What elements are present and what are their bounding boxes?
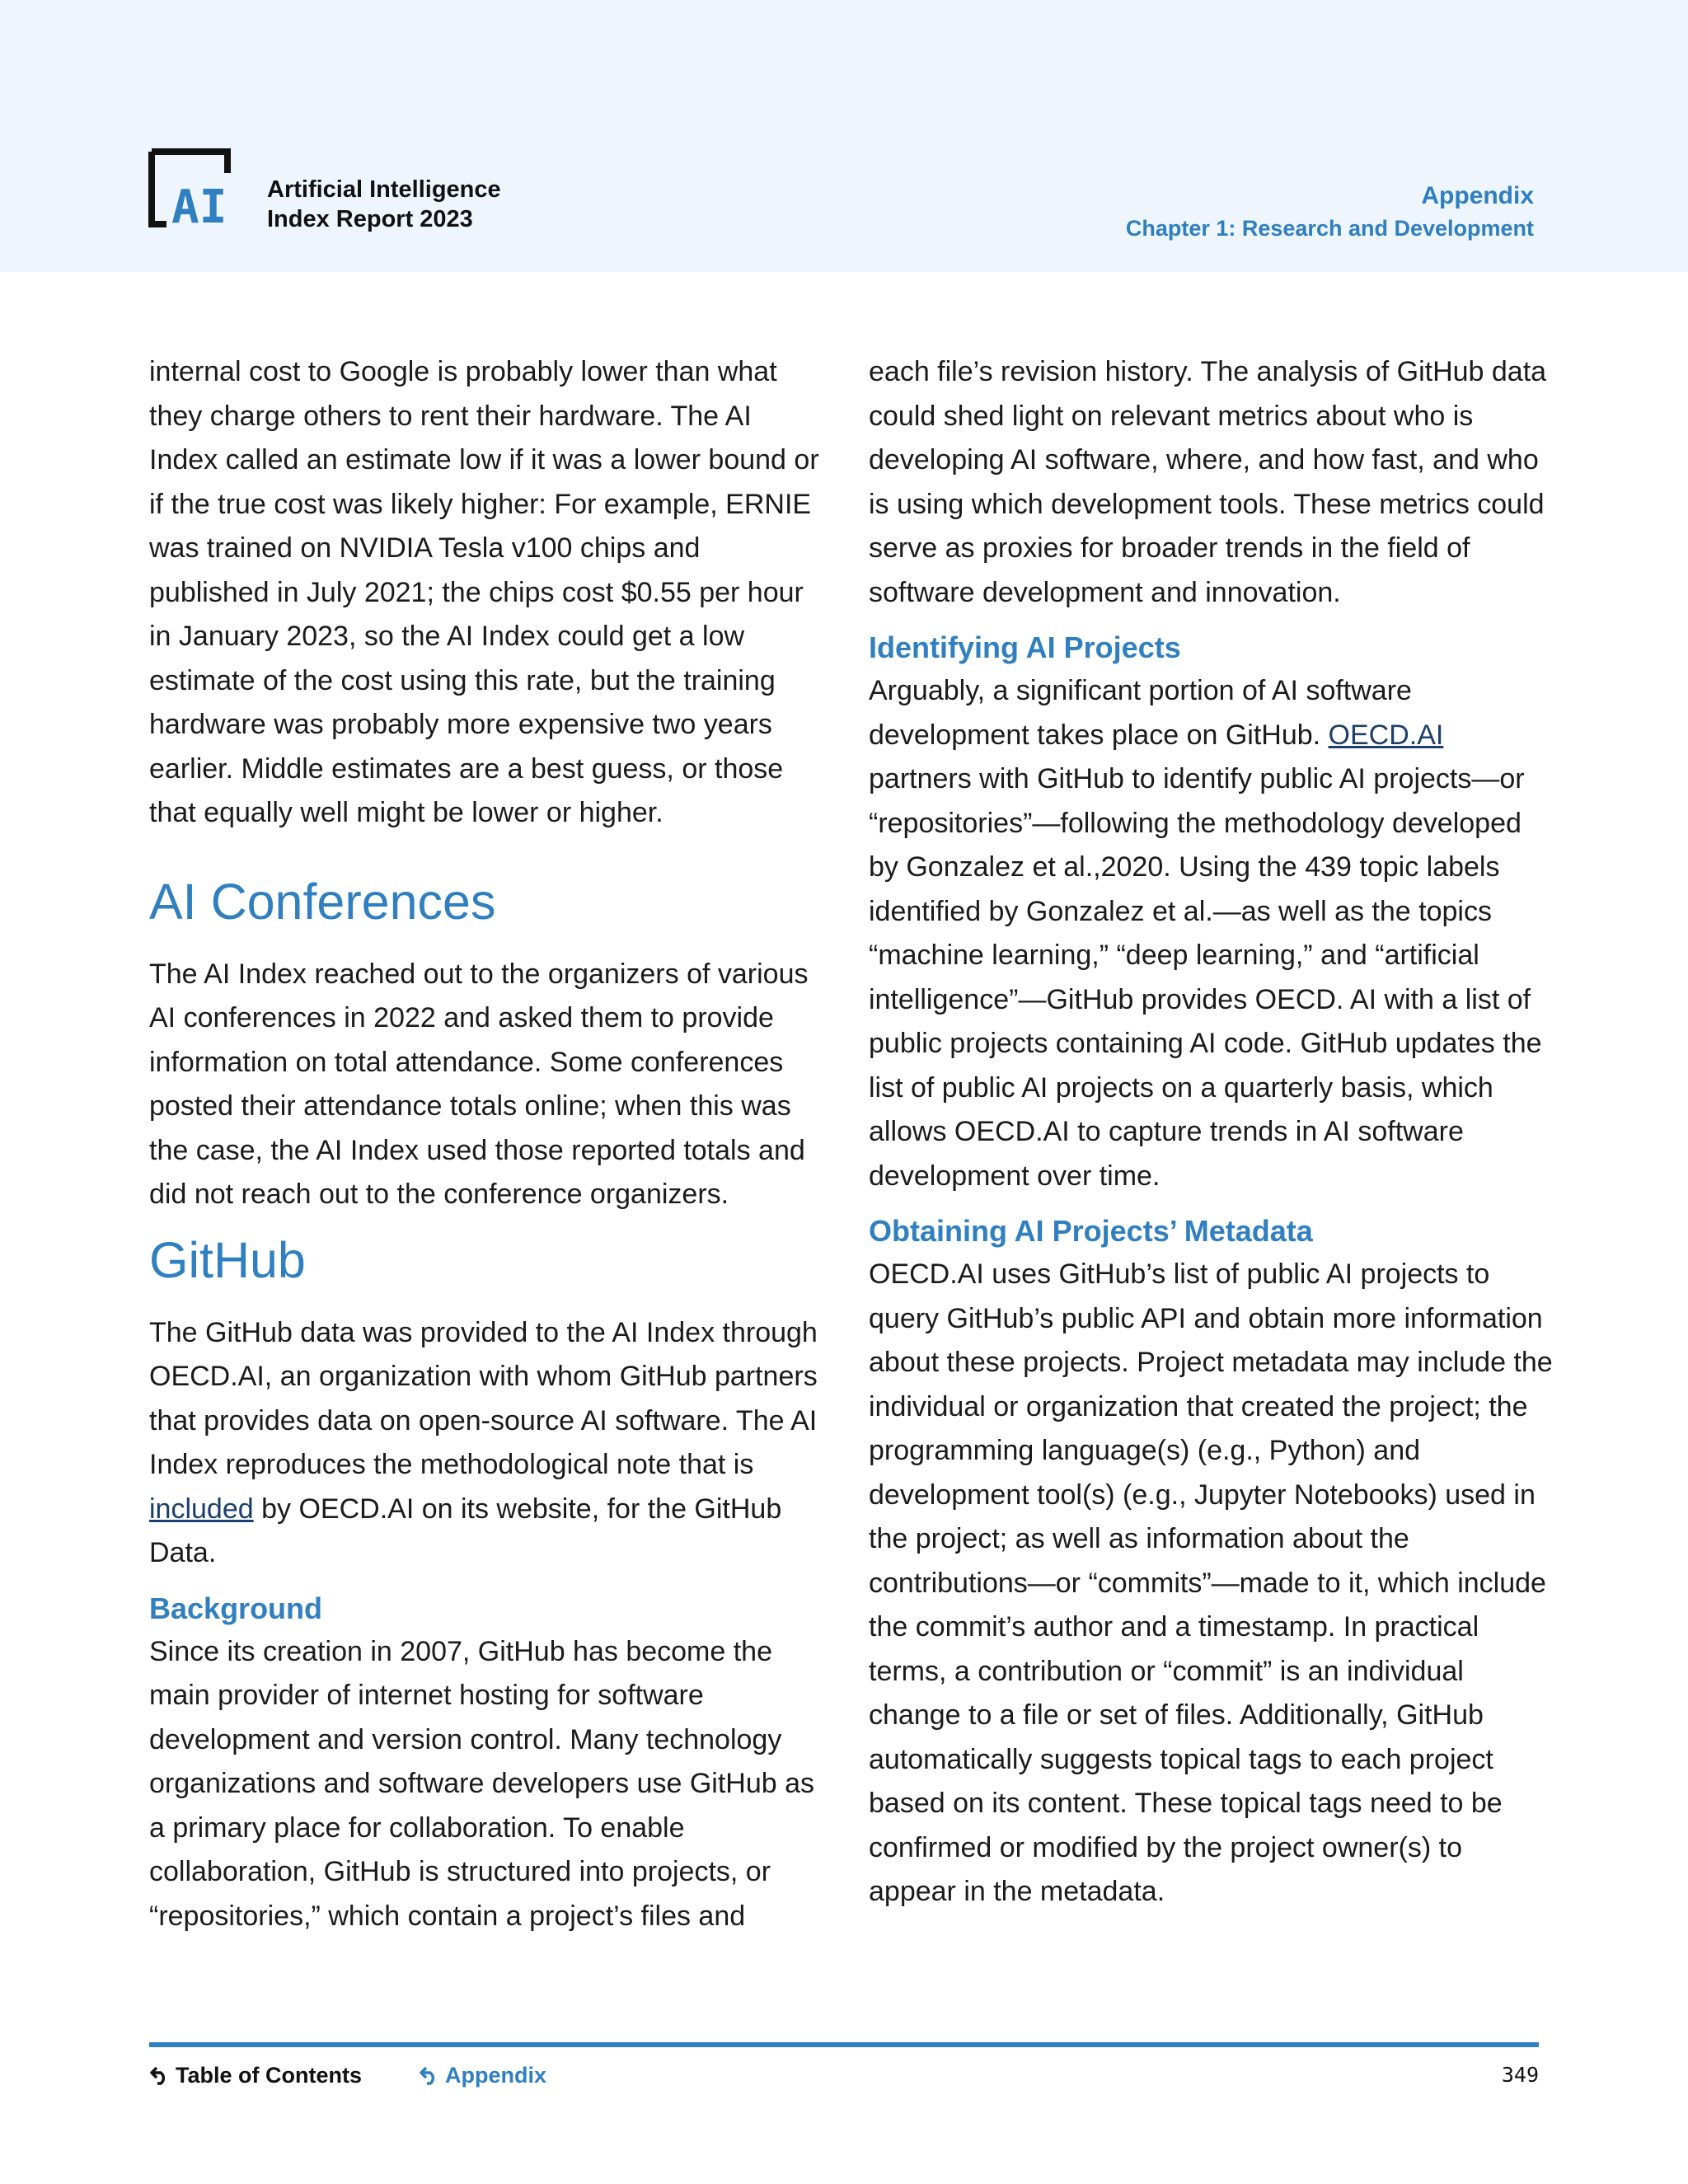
report-title-line1: Artificial Intelligence <box>267 176 501 203</box>
metadata-heading: Obtaining AI Projects’ Metadata <box>869 1214 1313 1248</box>
report-title-line2: Index Report 2023 <box>267 206 473 232</box>
background-paragraph: Since its creation in 2007, GitHub has become the main provider of internet hosting for software development and version control. Many technology organizations and software developers use GitHub as a primary place for collaboration. To enable collaboration, GitHub is structured into projects, or “repositories,” which contain a project’s files and <box>149 1635 815 1932</box>
conferences-heading: AI Conferences <box>149 873 496 930</box>
table-of-contents-link[interactable] <box>149 2060 362 2090</box>
background-heading: Background <box>149 1591 323 1625</box>
github-text-after-link: by OECD.AI on its website, for the GitHub Data. <box>149 1493 782 1568</box>
identifying-heading: Identifying AI Projects <box>869 630 1181 664</box>
revision-history-paragraph: each file’s revision history. The analysis of GitHub data could shed light on relevant metrics about who is developing AI software, where, and how fast, and who is using which development tools. These metrics could serve as proxies for broader trends in the field of software development and innovation. <box>869 356 1547 608</box>
ai-index-logo <box>148 148 239 227</box>
page-number: 349 <box>1501 2063 1539 2087</box>
header-section-info <box>1126 180 1534 244</box>
identifying-text-before-link: Arguably, a significant portion of AI software development takes place on GitHub. <box>869 675 1412 751</box>
identifying-paragraph <box>869 669 1553 1198</box>
left-column <box>149 350 825 1938</box>
return-arrow-icon <box>149 2065 171 2085</box>
github-text-before-link: The GitHub data was provided to the AI Index through OECD.AI, an organization with whom GitHub partners that provides data on open-source AI software. The AI Index reproduces the methodological note that is <box>149 1316 818 1480</box>
chapter-label: Chapter 1: Research and Development <box>1125 216 1534 241</box>
appendix-link[interactable] <box>419 2060 546 2090</box>
footer-divider <box>149 2042 1539 2047</box>
cost-paragraph: internal cost to Google is probably lower than what they charge others to rent their hardware. The AI Index called an estimate low if it was a lower bound or if the true cost was likely higher: For example, ERNIE was trained on NVIDIA Tesla v100 chips and published in July 2021; the chips cost $0.55 per hour in January 2023, so the AI Index could get a low estimate of the cost using this rate, but the training hardware was probably more expensive two years earlier. Middle estimates are a best guess, or those that equally well might be lower or higher. <box>149 356 819 828</box>
conferences-paragraph: The AI Index reached out to the organizers of various AI conferences in 2022 and asked them to provide information on total attendance. Some conferences posted their attendance totals online; when this was the case, the AI Index used those reported totals and did not reach out to the conference organizers. <box>149 958 809 1210</box>
report-title <box>267 175 501 234</box>
table-of-contents-label: Table of Contents <box>176 2063 362 2088</box>
github-heading: GitHub <box>149 1231 306 1288</box>
identifying-text-after-link: partners with GitHub to identify public AI projects—or “repositories”—following the methodology developed by Gonzalez et al.,2020. Using the 439 topic labels identified by Gonzalez et al.—as well as the topics “machine learning,” “deep learning,” and “artificial intelligence”—GitHub provides OECD. AI with a list of public projects containing AI code. GitHub updates the list of public AI projects on a quarterly basis, which allows OECD.AI to capture trends in AI software development over time. <box>869 763 1542 1192</box>
included-link[interactable]: included <box>149 1493 254 1525</box>
appendix-label: Appendix <box>445 2063 547 2088</box>
metadata-paragraph: OECD.AI uses GitHub’s list of public AI projects to query GitHub’s public API and obtain more information about these projects. Project metadata may include the individual or organization that created the project; the programming language(s) (e.g., Python) and development tool(s) (e.g., Jupyter Notebooks) used in the project; as well as information about the contributions—or “commits”—made to it, which include the commit’s author and a timestamp. In practical terms, a contribution or “commit” is an individual change to a file or set of files. Additionally, GitHub automatically suggests topical tags to each project based on its content. These topical tags need to be confirmed or modified by the project owner(s) to appear in the metadata. <box>869 1258 1553 1907</box>
logo-mark-text: AI <box>171 180 227 227</box>
github-paragraph <box>149 1311 825 1576</box>
return-arrow-icon <box>419 2065 440 2085</box>
right-column <box>869 350 1553 1915</box>
section-label: Appendix <box>1421 182 1534 209</box>
oecd-ai-link[interactable]: OECD.AI <box>1328 719 1444 751</box>
